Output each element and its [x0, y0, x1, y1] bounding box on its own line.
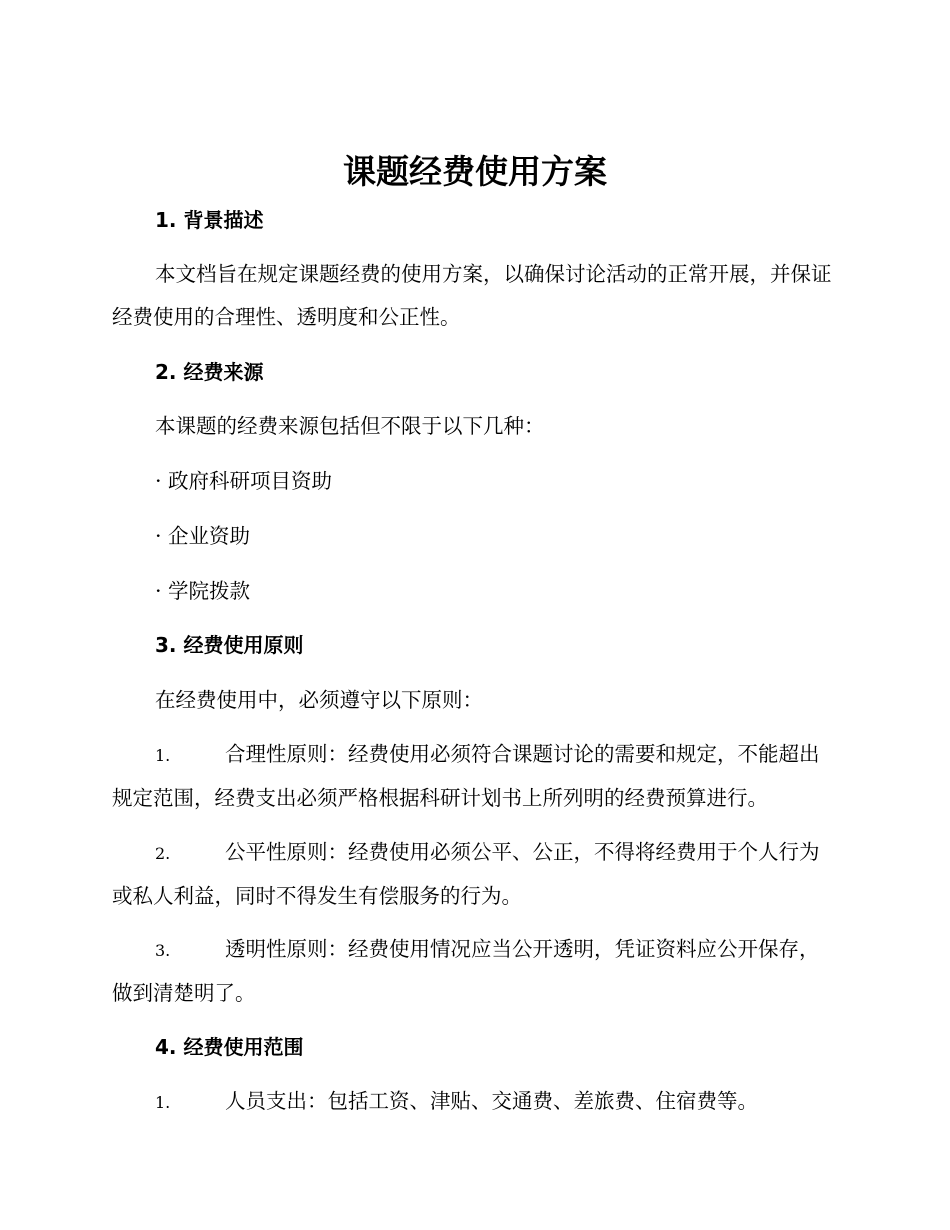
section-heading-scope: 4. 经费使用范围 [155, 1035, 304, 1059]
item-text: 合理性原则：经费使用必须符合课题讨论的需要和规定，不能超出规定范围，经费支出必须严格根据科研计划书上所列明的经费预算进行。 [112, 742, 820, 810]
section-heading-funding-source: 2. 经费来源 [155, 360, 264, 384]
background-paragraph: 本文档旨在规定课题经费的使用方案，以确保讨论活动的正常开展，并保证经费使用的合理性、透明度和公正性。 [112, 262, 832, 329]
section-heading-principles: 3. 经费使用原则 [155, 633, 304, 657]
principle-item-transparency [112, 928, 836, 1015]
funding-source-bullet-government: · 政府科研项目资助 [155, 469, 333, 493]
scope-item-personnel [112, 1080, 836, 1124]
funding-source-bullet-college: · 学院拨款 [155, 579, 251, 603]
principle-item-fairness [112, 831, 836, 918]
item-number: 1. [155, 746, 171, 765]
document-title: 课题经费使用方案 [343, 152, 607, 191]
principle-item-reasonable [112, 733, 836, 820]
item-number: 1. [155, 1093, 171, 1112]
item-number: 2. [155, 844, 171, 863]
section-heading-background: 1. 背景描述 [155, 208, 264, 232]
funding-source-bullet-enterprise: · 企业资助 [155, 524, 251, 548]
principles-intro: 在经费使用中，必须遵守以下原则： [155, 688, 483, 712]
item-number: 3. [155, 941, 171, 960]
item-text: 公平性原则：经费使用必须公平、公正，不得将经费用于个人行为或私人利益，同时不得发生有偿服务的行为。 [112, 840, 820, 908]
item-text: 人员支出：包括工资、津贴、交通费、差旅费、住宿费等。 [225, 1089, 758, 1113]
funding-source-intro: 本课题的经费来源包括但不限于以下几种： [155, 414, 545, 438]
item-text: 透明性原则：经费使用情况应当公开透明，凭证资料应公开保存，做到清楚明了。 [112, 937, 820, 1005]
